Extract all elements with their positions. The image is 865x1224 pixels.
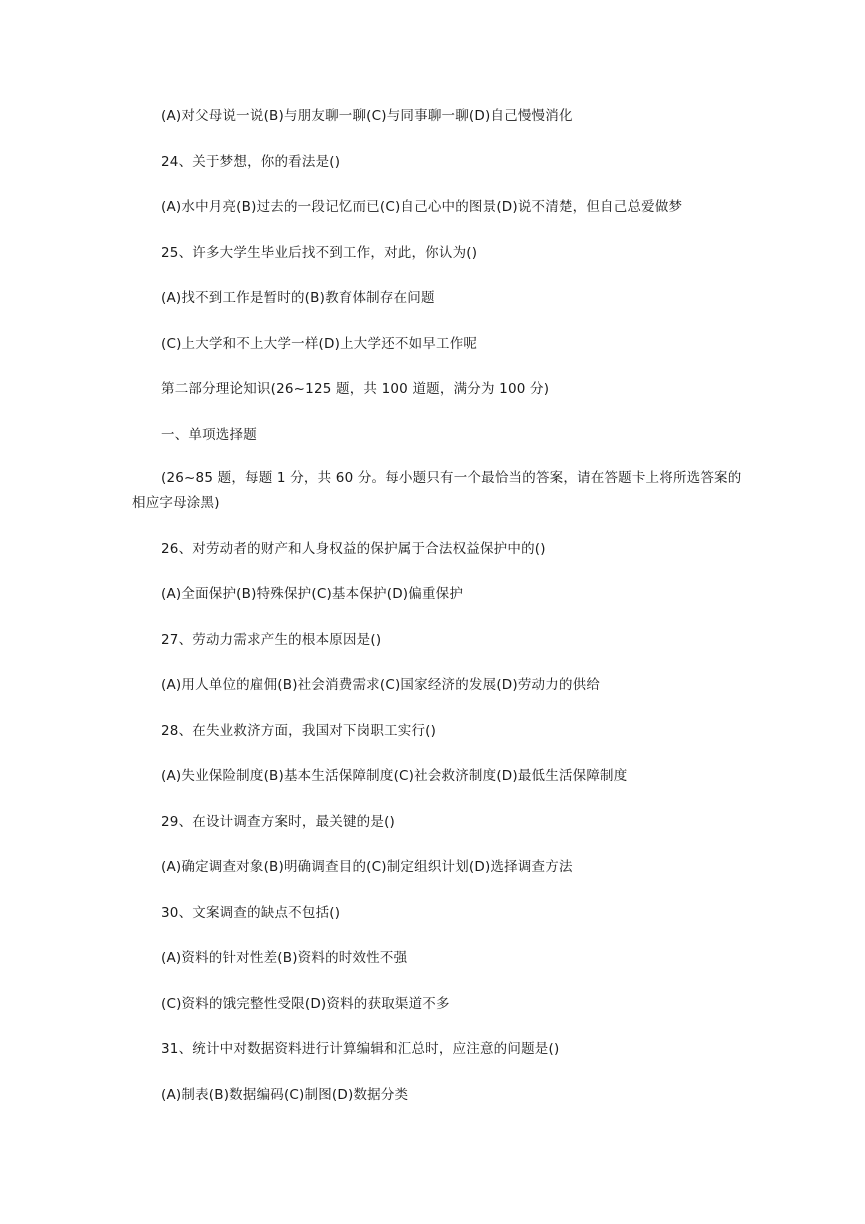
answer-options-30-cd: (C)资料的饿完整性受限(D)资料的获取渠道不多 bbox=[161, 996, 450, 1012]
question-29: 29、在设计调查方案时，最关键的是() bbox=[161, 814, 396, 830]
answer-options-30-ab: (A)资料的针对性差(B)资料的时效性不强 bbox=[161, 950, 408, 966]
answer-options-25-ab: (A)找不到工作是暂时的(B)教育体制存在问题 bbox=[161, 290, 435, 306]
question-26: 26、对劳动者的财产和人身权益的保护属于合法权益保护中的() bbox=[161, 541, 546, 557]
question-30: 30、文案调查的缺点不包括() bbox=[161, 905, 341, 921]
answer-options-27: (A)用人单位的雇佣(B)社会消费需求(C)国家经济的发展(D)劳动力的供给 bbox=[161, 677, 601, 693]
answer-options-26: (A)全面保护(B)特殊保护(C)基本保护(D)偏重保护 bbox=[161, 586, 464, 602]
answer-options-23: (A)对父母说一说(B)与朋友聊一聊(C)与同事聊一聊(D)自己慢慢消化 bbox=[161, 108, 573, 124]
answer-options-29: (A)确定调查对象(B)明确调查目的(C)制定组织计划(D)选择调查方法 bbox=[161, 859, 573, 875]
question-25: 25、许多大学生毕业后找不到工作，对此，你认为() bbox=[161, 245, 478, 261]
section-heading-part-two: 第二部分理论知识(26~125 题，共 100 道题，满分为 100 分) bbox=[161, 381, 550, 397]
answer-options-31: (A)制表(B)数据编码(C)制图(D)数据分类 bbox=[161, 1087, 409, 1103]
question-24: 24、关于梦想，你的看法是() bbox=[161, 154, 341, 170]
answer-options-28: (A)失业保险制度(B)基本生活保障制度(C)社会救济制度(D)最低生活保障制度 bbox=[161, 768, 628, 784]
section-instructions: (26~85 题，每题 1 分，共 60 分。每小题只有一个最恰当的答案，请在答题卡上将所选答案的相应字母涂黑) bbox=[132, 470, 742, 511]
question-31: 31、统计中对数据资料进行计算编辑和汇总时，应注意的问题是() bbox=[161, 1041, 560, 1057]
question-27: 27、劳动力需求产生的根本原因是() bbox=[161, 632, 382, 648]
answer-options-25-cd: (C)上大学和不上大学一样(D)上大学还不如早工作呢 bbox=[161, 336, 478, 352]
answer-options-24: (A)水中月亮(B)过去的一段记忆而已(C)自己心中的图景(D)说不清楚，但自己总爱做梦 bbox=[161, 199, 683, 215]
question-28: 28、在失业救济方面，我国对下岗职工实行() bbox=[161, 723, 437, 739]
section-heading-single-choice: 一、单项选择题 bbox=[161, 427, 257, 443]
